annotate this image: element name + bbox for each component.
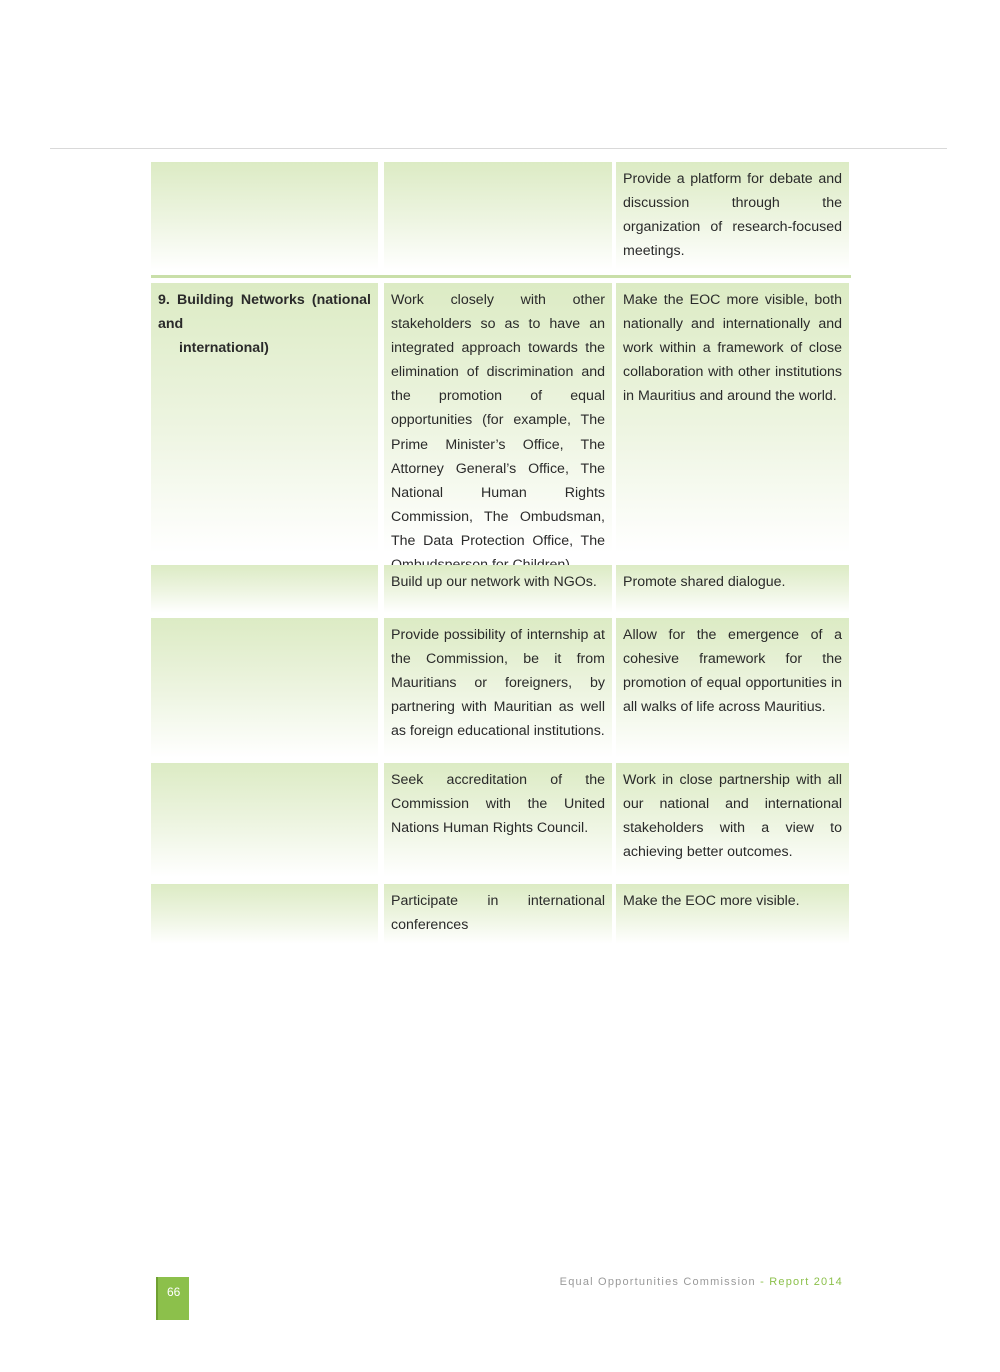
page-number: 66 [167,1285,181,1299]
row5-objective-cell [151,763,378,877]
row4-action-cell [384,618,612,758]
row5-action-cell [384,763,612,877]
row3-outcome-cell [616,565,849,613]
page-number-badge [156,1277,189,1320]
row6-objective-cell [151,884,378,944]
footer-org: Equal Opportunities Commission [559,1276,756,1288]
row2-action-text: Work closely with other stakeholders so as to have an integrated approach towards the elimination of discrimination and the promotion of equal opportunities (for example, The Prime Minister’s Office, The Attorney General’s Office, The National Human Rights Commission, The Ombudsman, The Data Protection Office, The [391,292,605,549]
row3-action-cell [384,565,612,613]
row2-outcome-text: Make the EOC more visible, both nationally and internationally and work within a framework of close collaboration with other institutions in Mauritius and around the world. [623,292,842,405]
header-rule [50,148,947,149]
row5-action-text: Seek accreditation of the Commission with the United Nations Human Rights Council. [391,772,605,837]
row4-outcome-cell [616,618,849,758]
footer-separator: - [755,1276,770,1288]
row2-action-cell [384,283,612,553]
row1-objective-cell [151,162,378,270]
footer-report: Report 2014 [769,1276,843,1288]
row1-action-cell [384,162,612,270]
row1-outcome-text: Provide a platform for debate and discussion through the organization of research-focused meetings. [623,171,842,260]
row4-action-text: Provide possibility of internship at the Commission, be it from Mauritians or foreigners, by partnering with Mauritian as well as foreign educational institutions. [391,627,605,740]
row2-outcome-cell [616,283,849,553]
row4-outcome-text: Allow for the emergence of a cohesive framework for the promotion of equal opportunities in all walks of life across Mauritius. [623,627,842,716]
row5-outcome-text: Work in close partnership with all our national and international stakeholders with a view to achieving better outcomes. [623,772,842,861]
row6-outcome-cell [616,884,849,944]
row3-action-text: Build up our network with NGOs. [391,574,597,590]
objective-title-line1: Building Networks (national and [158,292,371,333]
section-divider [151,275,851,278]
row4-objective-cell [151,618,378,758]
row6-action-cell [384,884,612,944]
row3-objective-cell [151,565,378,613]
row5-outcome-cell [616,763,849,877]
row1-outcome-cell [616,162,849,270]
row3-outcome-text: Promote shared dialogue. [623,574,786,590]
row6-outcome-text: Make the EOC more visible. [623,893,800,909]
footer-title [560,1276,843,1288]
objective-number: 9. [158,292,170,308]
row2-objective-cell [151,283,378,553]
objective-title-line2: international) [179,340,269,357]
row6-action-text: Participate in international conferences [391,893,605,934]
